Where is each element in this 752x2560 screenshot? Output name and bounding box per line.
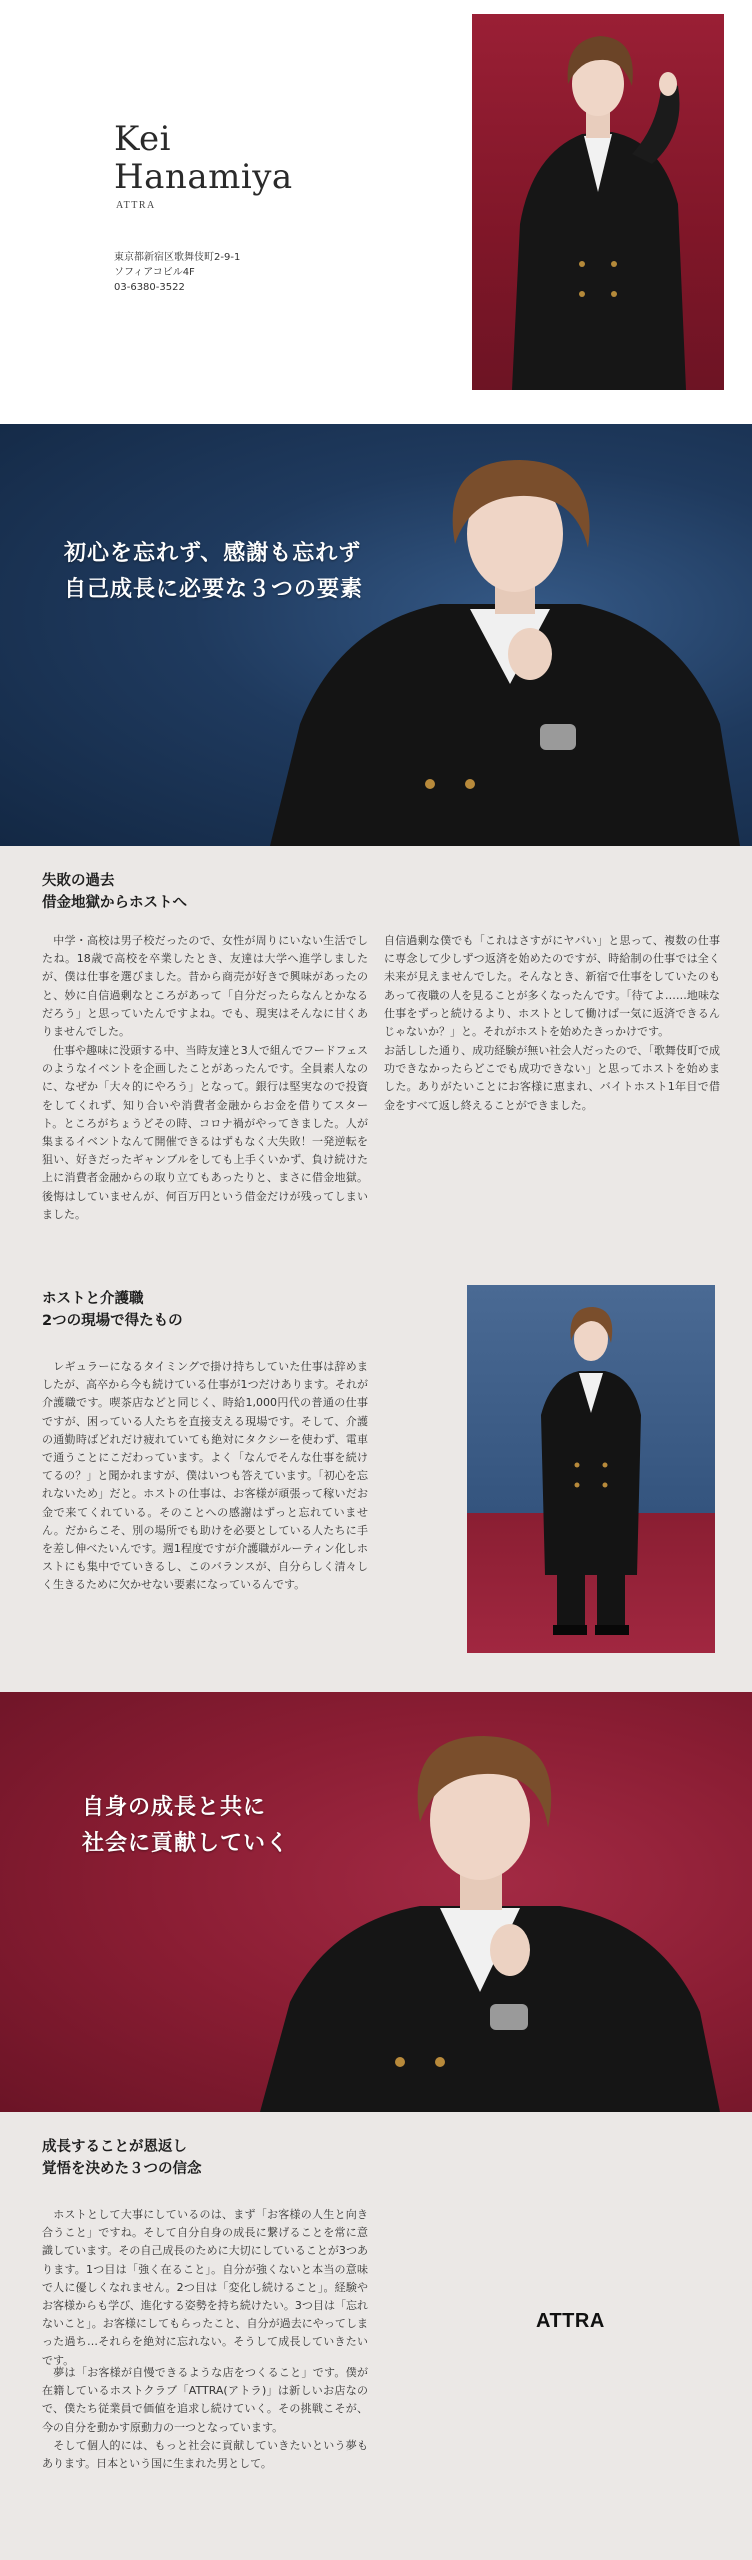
- section-heading: [42, 870, 187, 914]
- paragraph: 中学・高校は男子校だったので、女性が周りにいない生活でしたね。18歳で高校を卒業したとき、友達は大学へ進学しましたが、僕は仕事を選びました。昔から商売が好きで興味があったのと、妙に自信過剰なところがあって「自分だったらなんとかなるだろう」と思っていたんですよね。でも、現実はそんなに甘くありませんでした。: [42, 934, 368, 1039]
- host-name-last: Hanamiya: [114, 157, 293, 197]
- hero-title: [82, 1790, 289, 1862]
- hero-photo: [0, 1692, 752, 2112]
- profile-header: [0, 0, 752, 422]
- club-address: [114, 250, 240, 295]
- belief-section: [0, 2112, 752, 2560]
- hero-photo: [0, 424, 752, 846]
- hero-title: [64, 536, 363, 608]
- hero-banner-blue: [0, 424, 752, 846]
- section-heading: [42, 2136, 202, 2180]
- club-name: ATTRA: [116, 200, 156, 211]
- hero-title-line: 初心を忘れず、感謝も忘れず: [64, 541, 362, 566]
- attra-logo: ATTRA: [536, 2310, 605, 2332]
- heading-line: ホストと介護職: [42, 1291, 144, 1307]
- paragraph: 仕事や趣味に没頭する中、当時友達と3人で組んでフードフェスのようなイベントを企画したことがあったんです。全員素人なのに、なぜか「大々的にやろう」となって。銀行は堅実なので投資をしてくれず、知り合いや消費者金融からお金を借りてスタート。ところがちょうどその時、コロナ禍がやってきました。人が集まるイベントなんて開催できるはずもなく大失敗！一発逆転を狙い、好きだったギャンブルをしても上手くいかず、負け続けた上に消費者金融からの取り立てもあったりと、まさに借金地獄。後悔はしていませんが、何百万円という借金だけが残ってしまいました。: [42, 1044, 368, 1221]
- portrait-photo: [472, 14, 724, 390]
- paragraph: 夢は「お客様が自慢できるような店をつくること」です。僕が在籍しているホストクラブ「ATTRA(アトラ)」は新しいお店なので、僕たち従業員で価値を追求し続けていく。その挑戦こそが、今の自分を動かす原動力の一つとなっています。 そして個人的には、もっと社会に貢献していきたいという夢もあります。日本という国に生まれた男として。: [42, 2366, 368, 2471]
- heading-line: 失敗の過去: [42, 873, 115, 889]
- hero-banner-red: [0, 1692, 752, 2112]
- heading-line: 覚悟を決めた３つの信念: [42, 2161, 202, 2177]
- address-line: ソフィアコビル4F: [114, 267, 195, 278]
- paragraph: お話しした通り、成功経験が無い社会人だったので、「歌舞伎町で成功できなかったらどこでも成功できない」と思ってホストを始めました。ありがたいことにお客様に恵まれ、バイトホスト1年目で借金をすべて返し終えることができました。: [384, 1044, 720, 1112]
- section-heading: [42, 1288, 183, 1332]
- paragraph: レギュラーになるタイミングで掛け持ちしていた仕事は辞めましたが、高卒から今も続けている仕事が1つだけあります。それが介護職です。喫茶店などと同じく、時給1,000円代の普通の仕事ですが、困っている人たちを直接支える現場です。そして、介護の通勤時ばどれだけ疲れていても絶対にタクシーを使わず、電車で通うことにこだわっています。よく「なんでそんな仕事を続けてるの？」と聞かれますが、僕はいつも答えています。「初心を忘れないため」だと。ホストの仕事は、お客様が頑張って稼いだお金で来てくれている。そのことへの感謝はずっと忘れていません。だからこそ、別の場所でも助けを必要としている人たちに手を差し伸べたいんです。週1程度ですが介護職がルーティン化しホストにも集中でていきるし、このバランスが、自分らしく清々しく生きるために欠かせない要素になっているんです。: [42, 1360, 368, 1592]
- paragraph: ホストとして大事にしているのは、まず「お客様の人生と向き合うこと」ですね。そして自分自身の成長に繋げることを常に意識しています。その自己成長のために大切にしていることが3つあります。1つ目は「強く在ること」。自分が強くないと本当の意味で人に優しくなれません。2つ目は「変化し続けること」。経験やお客様からも学び、進化する姿勢を持ち続けたい。3つ目は「忘れないこと」。お客様にしてもらったこと、自分が過去にやってしまった過ち…それらを絶対に忘れない。そうして成長していきたいです。: [42, 2208, 368, 2367]
- host-name-first: Kei: [114, 119, 171, 159]
- hero-title-line: 自己成長に必要な３つの要素: [64, 577, 364, 602]
- address-line: 東京都新宿区歌舞伎町2-9-1: [114, 252, 241, 263]
- paragraph: 自信過剰な僕でも「これはさすがにヤバい」と思って、複数の仕事に専念して少しずつ返済を始めたのですが、時給制の仕事では全く未来が見えませんでした。そんなとき、新宿で仕事をしていたのもあって夜職の人を見ることが多くなったんです。「待てよ……地味な仕事をずっと続けるより、ホストとして働けば一気に返済できるんじゃないか？」と。それがホストを始めたきっかけです。: [384, 934, 720, 1039]
- phone-number: 03-6380-3522: [114, 282, 185, 293]
- hero-title-line: 社会に貢献していく: [82, 1831, 290, 1856]
- hero-title-line: 自身の成長と共に: [82, 1795, 267, 1820]
- heading-line: 2つの現場で得たもの: [42, 1313, 183, 1329]
- heading-line: 成長することが恩返し: [42, 2139, 187, 2155]
- heading-line: 借金地獄からホストへ: [42, 895, 187, 911]
- host-portrait-photo: [467, 1285, 715, 1653]
- host-name: [114, 120, 293, 196]
